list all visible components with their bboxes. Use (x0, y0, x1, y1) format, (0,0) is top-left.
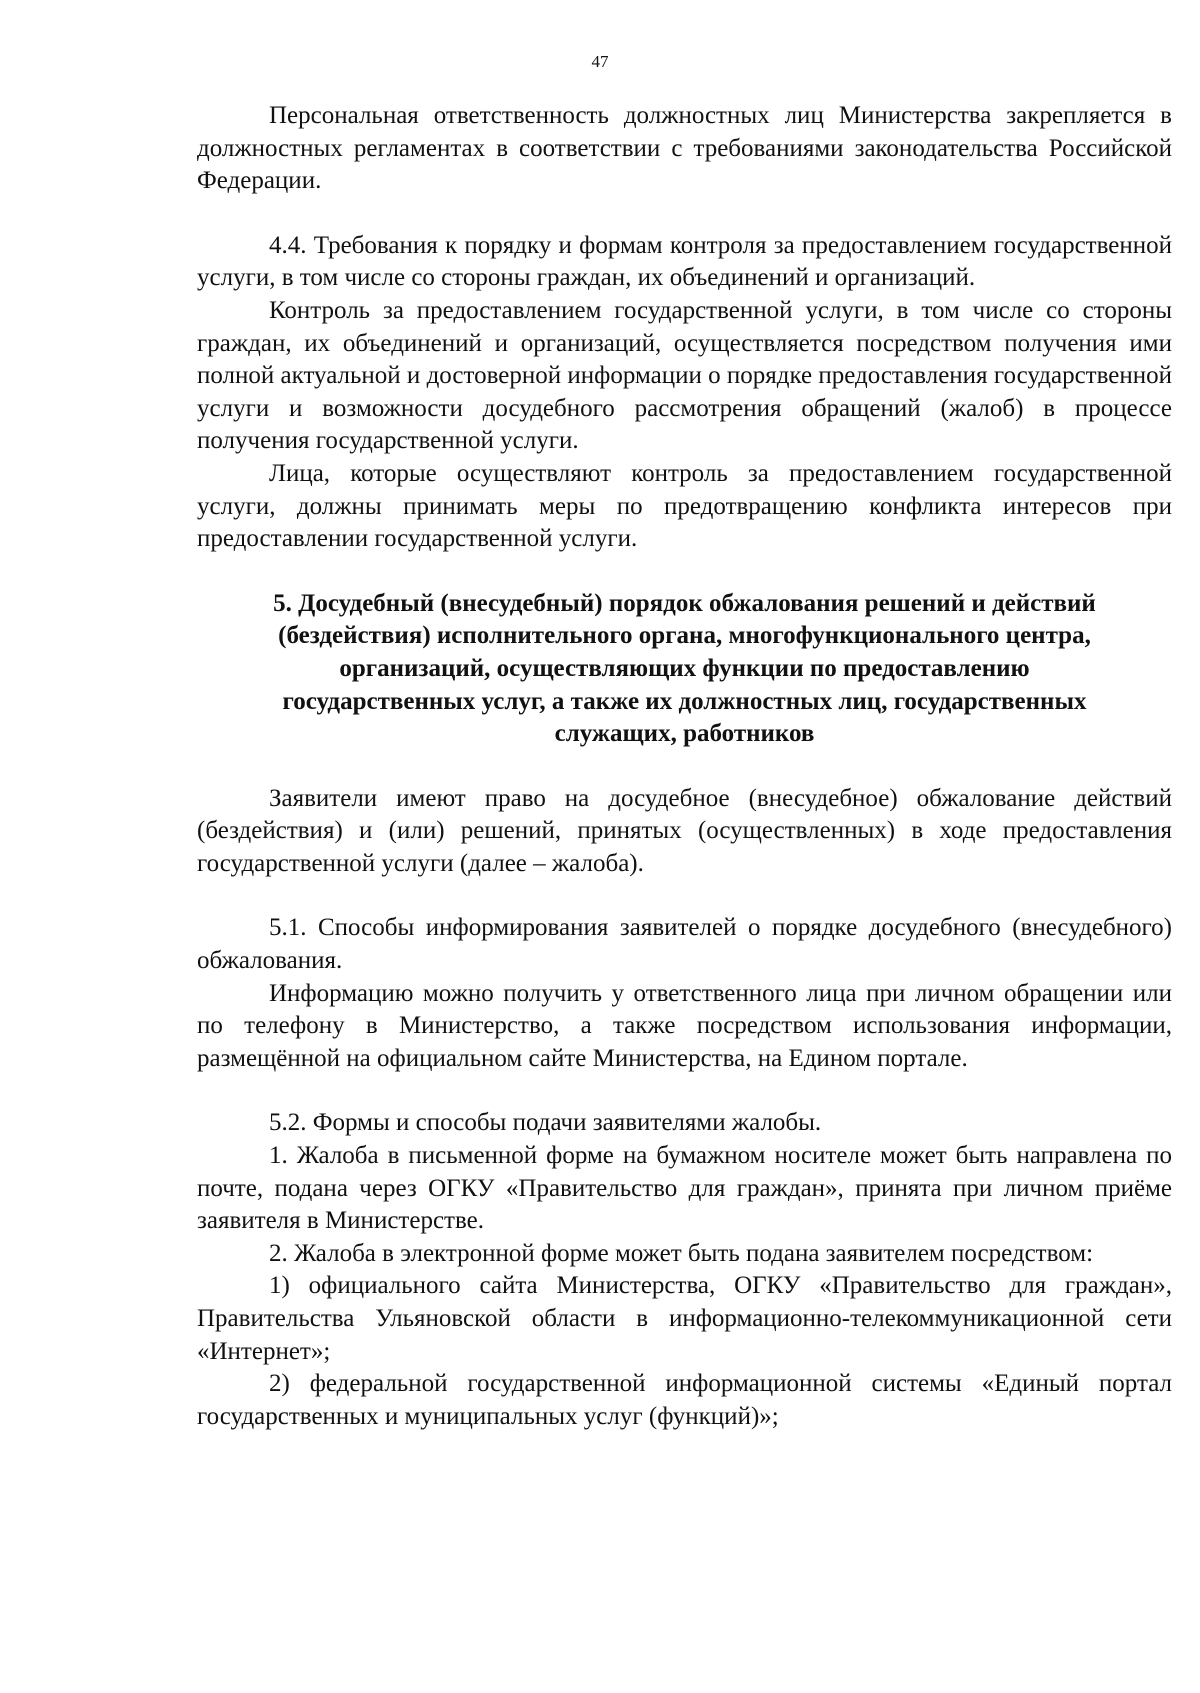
section-5-heading-line: (бездействия) исполнительного органа, многофункционального центра, (278, 622, 1091, 650)
section-5-intro: Заявители имеют право на досудебное (внесудебное) обжалование действий (бездействия) и (или) решений, принятых (осуществленных) в ходе предоставления государственной услуги (далее – жалоба). (197, 784, 1172, 877)
section-5-heading-line: служащих, работников (554, 720, 815, 748)
paragraph-responsibility: Персональная ответственность должностных лиц Министерства закрепляется в должностных регламентах в соответствии с требованиями законодательства Российской Федерации. (197, 102, 1172, 195)
section-5-heading (197, 588, 1172, 751)
section-5-heading-line: государственных услуг, а также их должностных лиц, государственных (282, 687, 1087, 715)
section-4-4-paragraph-1: Контроль за предоставлением государственной услуги, в том числе со стороны граждан, их объединений и организаций, осуществляется посредством получения ими полной актуальной и достоверной информации о порядке предоставления государственной услуги и возможности досудебного рассмотрения обращений (жалоб) в процессе получения государственной услуги. (197, 296, 1172, 455)
section-5-2-item-2: 2. Жалоба в электронной форме может быть подана заявителем посредством: (269, 1239, 1094, 1267)
section-5-1-title: 5.1. Способы информирования заявителей о порядке досудебного (внесудебного) обжалования. (197, 914, 1172, 975)
section-4-4-title: 4.4. Требования к порядку и формам контроля за предоставлением государственной услуги, в том числе со стороны граждан, их объединений и организаций. (197, 231, 1172, 292)
section-5-heading-line: 5. Досудебный (внесудебный) порядок обжалования решений и действий (273, 589, 1096, 617)
document-body (197, 100, 1172, 1433)
section-5-2-subitem-2: 2) федеральной государственной информационной системы «Единый портал государственных и муниципальных услуг (функций)»; (197, 1370, 1172, 1430)
section-5-2-title: 5.2. Формы и способы подачи заявителями жалобы. (269, 1109, 822, 1137)
section-4-4-paragraph-2: Лица, которые осуществляют контроль за предоставлением государственной услуги, должны принимать меры по предотвращению конфликта интересов при предоставлении государственной услуги. (197, 459, 1172, 553)
section-5-1-paragraph: Информацию можно получить у ответственного лица при личном обращении или по телефону в Министерство, а также посредством использования информации, размещённой на официальном сайте Министерства, на Едином портале. (197, 979, 1172, 1072)
page-number: 47 (591, 52, 609, 71)
section-5-2-subitem-1: 1) официального сайта Министерства, ОГКУ «Правительство для граждан», Правительства Ульяновской области в информационно-телекоммуникационной сети «Интернет»; (197, 1272, 1172, 1365)
section-5-heading-line: организаций, осуществляющих функции по предоставлению (339, 654, 1030, 682)
section-5-2-item-1: 1. Жалоба в письменной форме на бумажном носителе может быть направлена по почте, подана через ОГКУ «Правительство для граждан», принята при личном приёме заявителя в Министерстве. (197, 1142, 1172, 1235)
